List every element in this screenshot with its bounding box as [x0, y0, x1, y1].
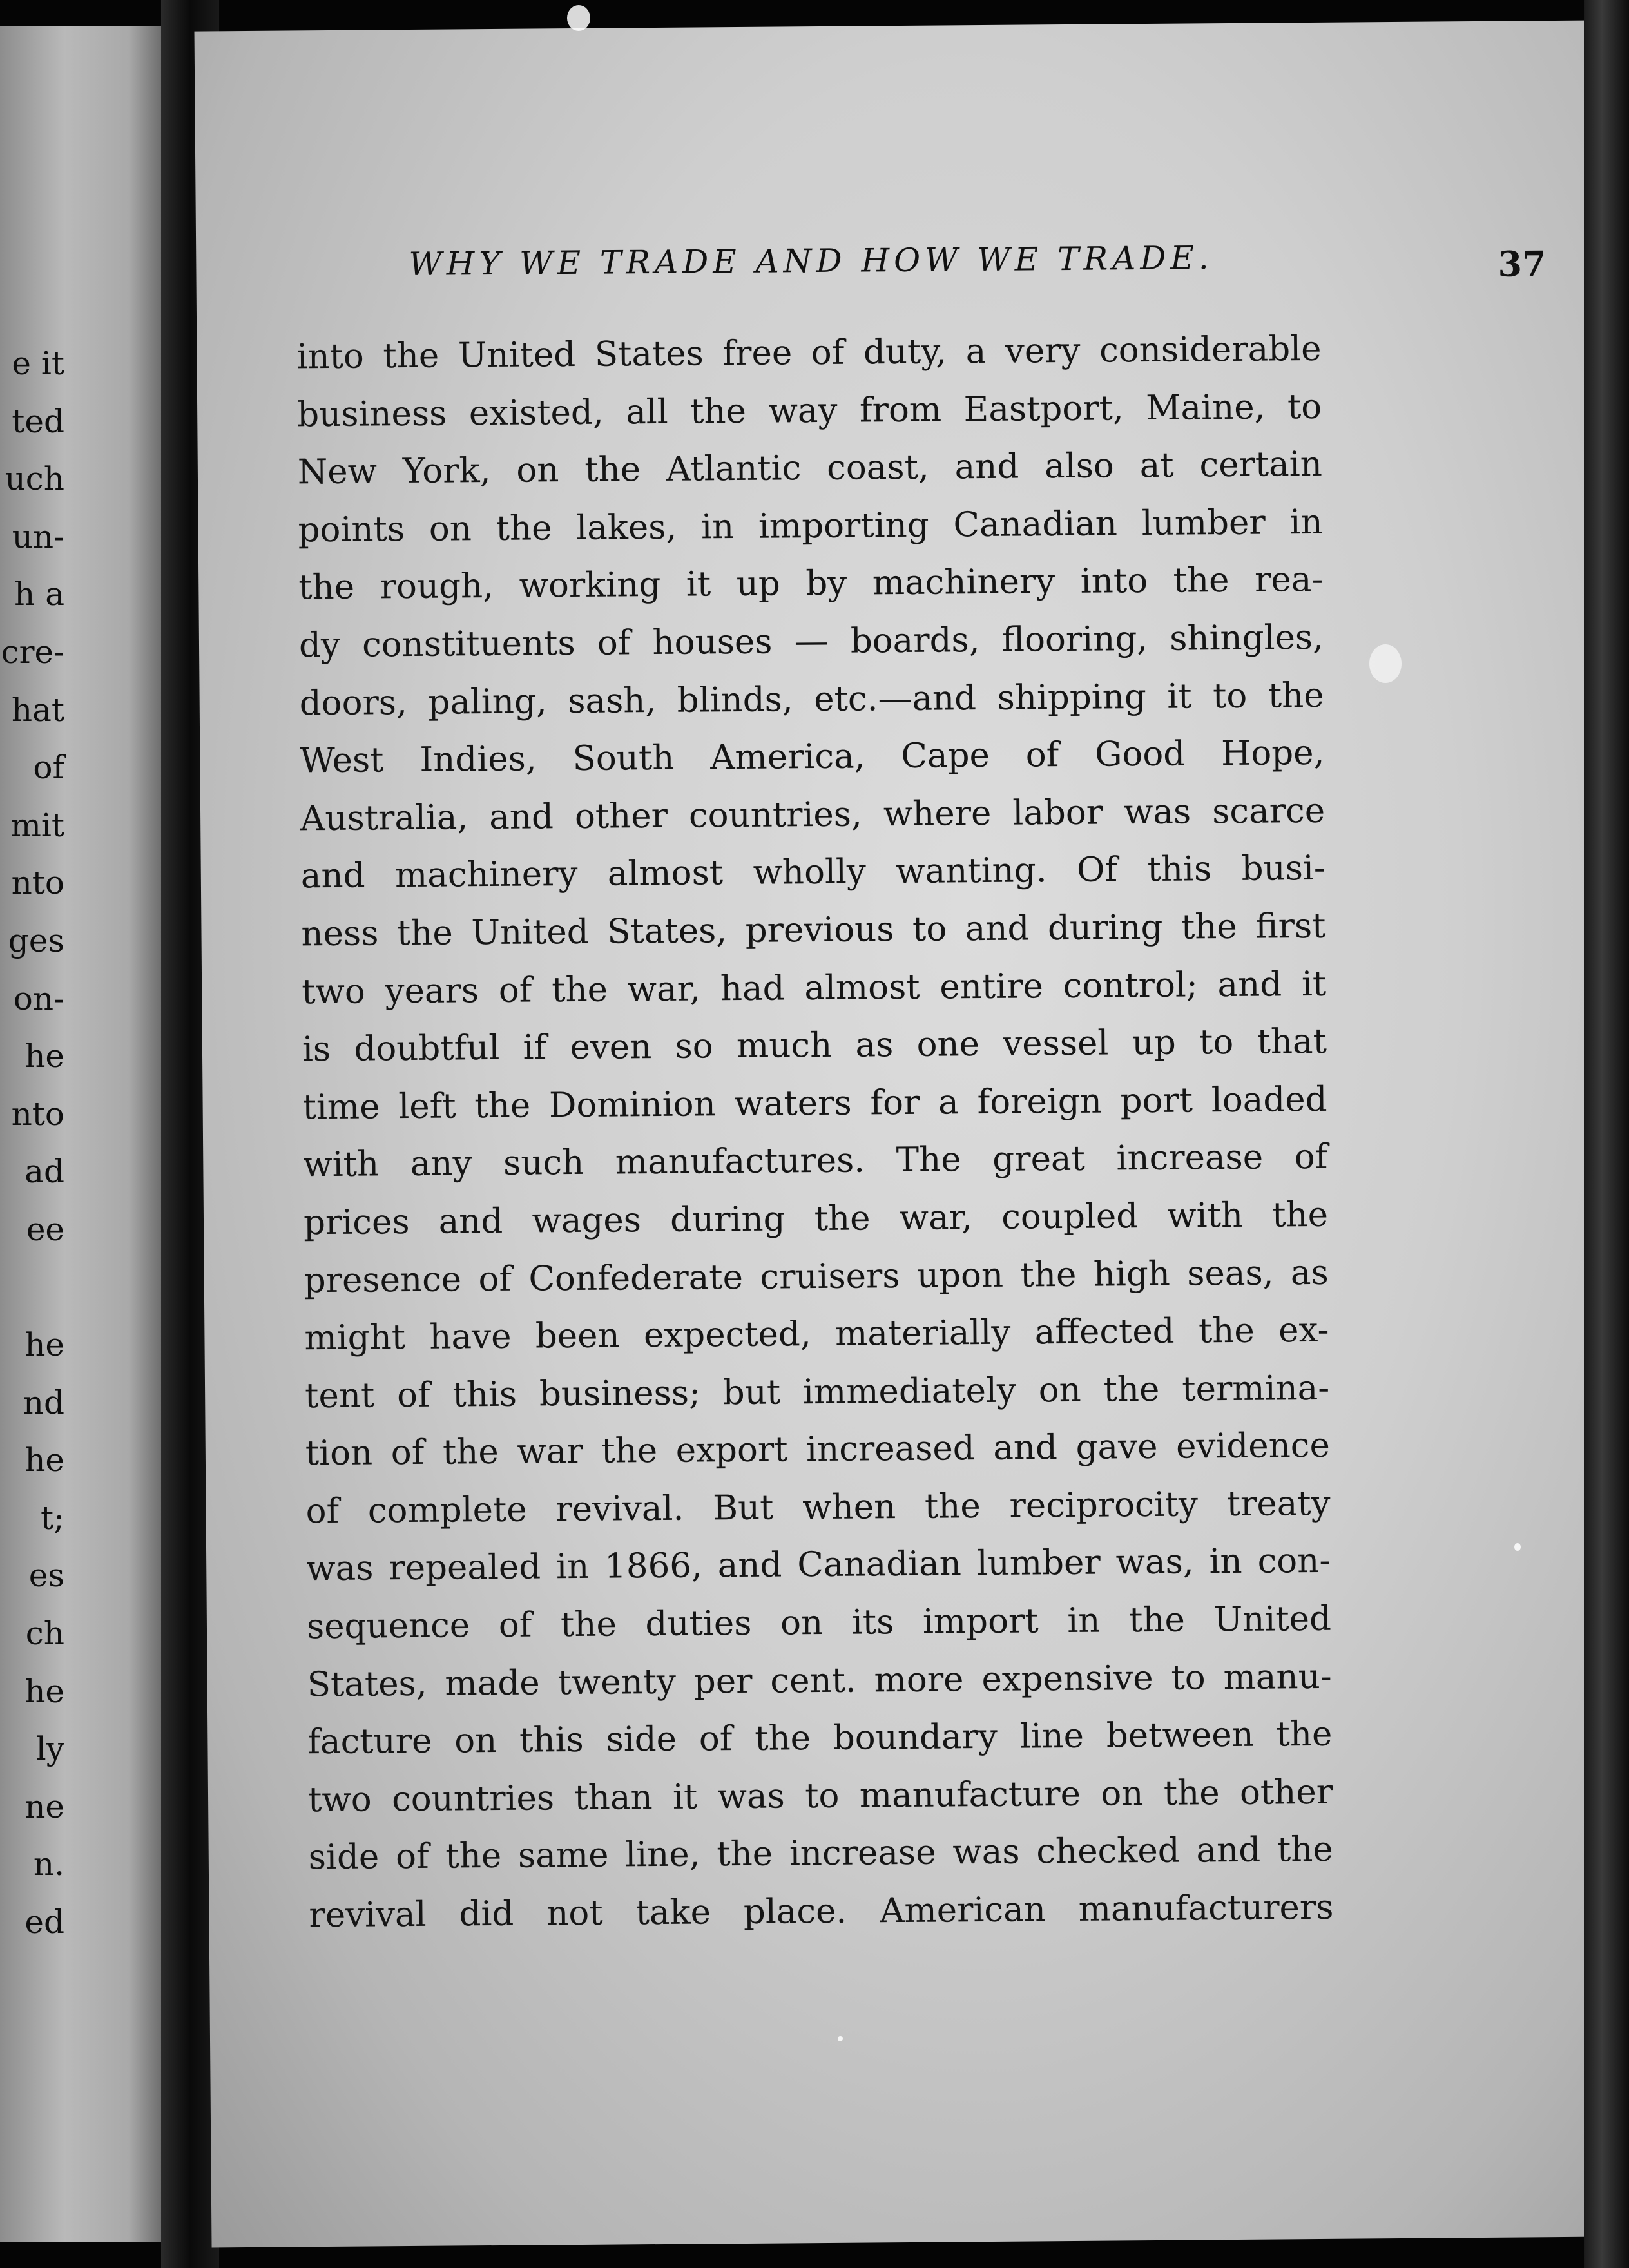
- facing-page-fragment: ed: [24, 1903, 64, 1941]
- facing-page-fragment: es: [28, 1557, 64, 1595]
- scan-speck: [838, 2036, 843, 2041]
- text-line: West Indies, South America, Cape of Good Hope,: [300, 733, 1325, 781]
- facing-page-fragment: hat: [11, 691, 64, 729]
- facing-page-fragment: of: [33, 749, 64, 787]
- scan-speck: [1369, 644, 1402, 683]
- text-line: doors, paling, sash, blinds, etc.—and shipping it to the: [299, 675, 1324, 723]
- facing-page-fragment: ted: [12, 402, 64, 440]
- body-text: [296, 320, 1334, 1945]
- text-line: dy constituents of houses — boards, flooring, shingles,: [298, 617, 1324, 666]
- facing-page-fragment: ne: [24, 1787, 64, 1825]
- scan-speck: [567, 5, 590, 31]
- text-line: revival did not take place. American manufacturers: [309, 1887, 1334, 1936]
- facing-page-fragment: h a: [14, 575, 64, 613]
- text-line: prices and wages during the war, coupled with the: [303, 1195, 1329, 1243]
- facing-page-fragment: n.: [33, 1845, 64, 1883]
- facing-page-fragment: ly: [35, 1730, 64, 1768]
- text-line: and machinery almost wholly wanting. Of this busi-: [300, 849, 1326, 896]
- text-line: tion of the war the export increased and gave evidence: [305, 1426, 1331, 1474]
- book-page: [195, 21, 1610, 2248]
- facing-page-fragment: e it: [12, 345, 64, 382]
- facing-page-fragment: uch: [5, 460, 64, 498]
- facing-page-text-fragments: [0, 335, 64, 1952]
- text-line: New York, on the Atlantic coast, and also at certain: [297, 445, 1323, 492]
- text-line: with any such manufactures. The great increase of: [303, 1137, 1328, 1185]
- text-line: two years of the war, had almost entire control; and it: [301, 964, 1327, 1012]
- scan-speck: [1514, 1543, 1521, 1551]
- facing-page-left: [0, 26, 161, 2242]
- text-line: business existed, all the way from Eastport, Maine, to: [296, 387, 1322, 434]
- text-line: is doubtful if even so much as one vessel up to that: [302, 1021, 1327, 1070]
- text-line: States, made twenty per cent. more expensive to manu-: [307, 1657, 1332, 1704]
- running-title: WHY WE TRADE AND HOW WE TRADE.: [409, 239, 1213, 283]
- facing-page-fragment: ad: [24, 1153, 64, 1191]
- facing-page-fragment: ch: [25, 1615, 64, 1653]
- text-line: time left the Dominion waters for a foreign port loaded: [302, 1079, 1327, 1128]
- facing-page-fragment: cre-: [1, 633, 64, 671]
- text-line: points on the lakes, in importing Canadian lumber in: [298, 502, 1323, 550]
- page-edge-right: [1584, 0, 1629, 2268]
- facing-page-fragment: nto: [11, 864, 64, 902]
- text-line: into the United States free of duty, a very considerable: [296, 329, 1322, 377]
- text-line: of complete revival. But when the reciprocity treaty: [305, 1483, 1331, 1532]
- facing-page-fragment: ges: [8, 921, 64, 959]
- text-line: presence of Confederate cruisers upon the high seas, as: [304, 1253, 1329, 1300]
- facing-page-fragment: t;: [41, 1499, 64, 1537]
- text-line: might have been expected, materially affected the ex-: [304, 1310, 1329, 1358]
- text-line: sequence of the duties on its import in the United: [306, 1599, 1332, 1647]
- text-line: two countries than it was to manufacture on the other: [307, 1772, 1333, 1820]
- text-line: facture on this side of the boundary line between the: [307, 1715, 1333, 1762]
- text-line: side of the same line, the increase was checked and the: [308, 1830, 1333, 1878]
- text-line: tent of this business; but immediately on the termina-: [304, 1368, 1330, 1416]
- facing-page-fragment: he: [24, 1326, 64, 1364]
- facing-page-fragment: nd: [23, 1383, 64, 1421]
- text-line: the rough, working it up by machinery into the rea-: [298, 560, 1324, 608]
- facing-page-fragment: ee: [26, 1210, 64, 1248]
- facing-page-fragment: [0, 1259, 64, 1317]
- page-header: [409, 236, 1547, 285]
- page-number: 37: [1498, 243, 1547, 285]
- facing-page-fragment: un-: [12, 517, 64, 555]
- text-line: Australia, and other countries, where labor was scarce: [300, 791, 1325, 839]
- facing-page-fragment: he: [24, 1037, 64, 1075]
- facing-page-fragment: he: [24, 1672, 64, 1710]
- text-line: ness the United States, previous to and during the first: [301, 906, 1326, 954]
- facing-page-fragment: he: [24, 1441, 64, 1479]
- facing-page-fragment: nto: [11, 1095, 64, 1133]
- text-line: was repealed in 1866, and Canadian lumber was, in con-: [306, 1541, 1331, 1589]
- facing-page-fragment: mit: [10, 806, 64, 844]
- facing-page-fragment: on-: [13, 979, 64, 1017]
